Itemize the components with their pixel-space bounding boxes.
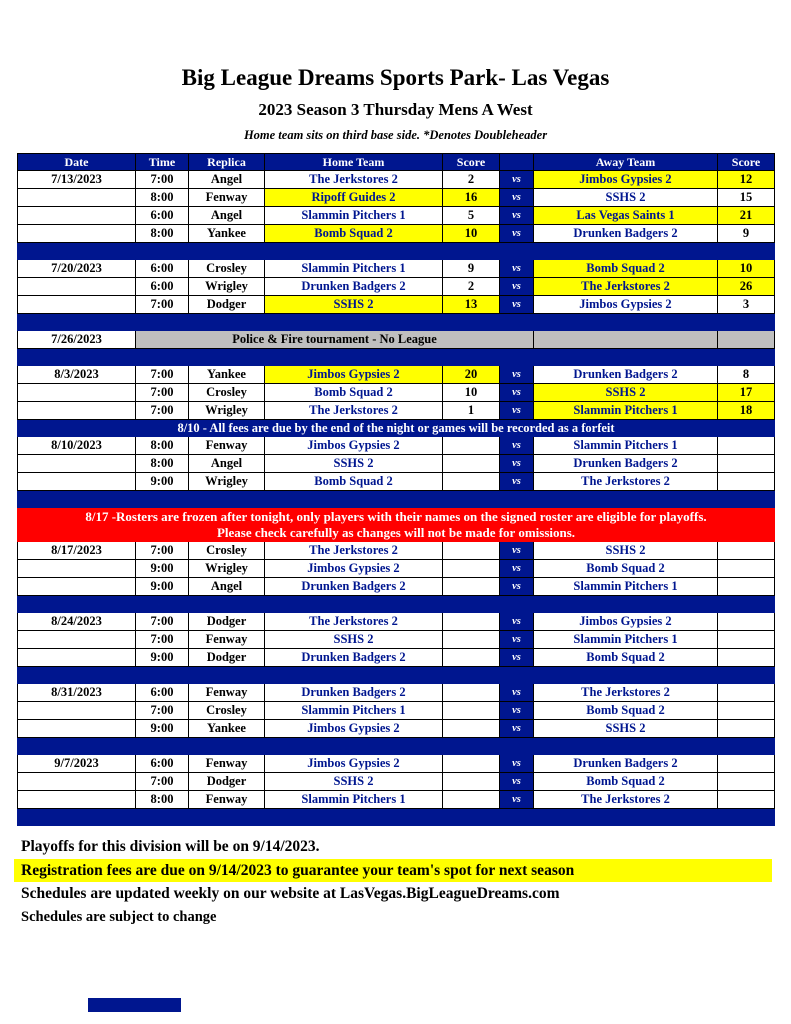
vs-cell: vs — [500, 755, 534, 773]
game-row — [18, 296, 775, 314]
away-team-cell: Slammin Pitchers 1 — [534, 402, 718, 420]
away-team-cell: SSHS 2 — [534, 384, 718, 402]
time-cell: 7:00 — [136, 384, 189, 402]
away-team-cell: Bomb Squad 2 — [534, 702, 718, 720]
vs-cell: vs — [500, 649, 534, 667]
vs-cell: vs — [500, 791, 534, 809]
vs-cell: vs — [500, 702, 534, 720]
home-team-cell: Drunken Badgers 2 — [265, 649, 443, 667]
date-cell: 7/26/2023 — [18, 331, 136, 349]
replica-cell: Dodger — [189, 613, 265, 631]
separator-bar — [18, 596, 775, 613]
home-team-cell: Slammin Pitchers 1 — [265, 207, 443, 225]
away-score-cell: 17 — [718, 384, 775, 402]
date-cell: 8/24/2023 — [18, 613, 136, 631]
date-cell — [18, 207, 136, 225]
footer-playoffs-line: Playoffs for this division will be on 9/14/2023. — [21, 838, 320, 855]
vs-cell: vs — [500, 542, 534, 560]
away-score-cell: 3 — [718, 296, 775, 314]
date-cell — [18, 631, 136, 649]
replica-cell: Fenway — [189, 437, 265, 455]
replica-cell: Crosley — [189, 702, 265, 720]
game-row — [18, 578, 775, 596]
game-row — [18, 702, 775, 720]
separator-row — [18, 809, 775, 826]
vs-cell: vs — [500, 455, 534, 473]
home-team-cell: Jimbos Gypsies 2 — [265, 366, 443, 384]
roster-freeze-notice-line: 8/17 -Rosters are frozen after tonight, only players with their names on the signed roster are eligible for playoffs. — [85, 508, 707, 524]
home-team-cell: Slammin Pitchers 1 — [265, 260, 443, 278]
away-score-cell: 18 — [718, 402, 775, 420]
tournament-empty-cell — [534, 331, 718, 349]
away-score-cell — [718, 560, 775, 578]
replica-cell: Fenway — [189, 189, 265, 207]
vs-cell: vs — [500, 720, 534, 738]
separator-bar — [18, 809, 775, 826]
away-score-cell — [718, 542, 775, 560]
replica-cell: Yankee — [189, 225, 265, 243]
vs-cell: vs — [500, 684, 534, 702]
game-row — [18, 773, 775, 791]
home-team-cell: Drunken Badgers 2 — [265, 684, 443, 702]
separator-row — [18, 596, 775, 613]
home-score-cell: 5 — [443, 207, 500, 225]
time-cell: 9:00 — [136, 649, 189, 667]
schedule-table — [17, 153, 775, 826]
away-score-cell — [718, 720, 775, 738]
game-row — [18, 225, 775, 243]
home-score-cell — [443, 578, 500, 596]
replica-cell: Fenway — [189, 755, 265, 773]
home-score-cell — [443, 437, 500, 455]
replica-cell: Fenway — [189, 791, 265, 809]
replica-cell: Angel — [189, 578, 265, 596]
replica-cell: Angel — [189, 455, 265, 473]
date-cell: 8/31/2023 — [18, 684, 136, 702]
replica-cell: Crosley — [189, 542, 265, 560]
vs-cell: vs — [500, 631, 534, 649]
replica-cell: Angel — [189, 207, 265, 225]
replica-cell: Fenway — [189, 631, 265, 649]
time-cell: 7:00 — [136, 773, 189, 791]
time-cell: 6:00 — [136, 278, 189, 296]
vs-cell: vs — [500, 296, 534, 314]
away-score-cell — [718, 455, 775, 473]
home-score-cell — [443, 631, 500, 649]
away-team-cell: Bomb Squad 2 — [534, 560, 718, 578]
replica-cell: Angel — [189, 171, 265, 189]
away-team-cell: Jimbos Gypsies 2 — [534, 613, 718, 631]
date-cell — [18, 225, 136, 243]
game-row — [18, 189, 775, 207]
replica-cell: Wrigley — [189, 560, 265, 578]
replica-cell: Dodger — [189, 773, 265, 791]
home-team-cell: Drunken Badgers 2 — [265, 278, 443, 296]
home-score-cell — [443, 455, 500, 473]
separator-bar — [18, 349, 775, 366]
away-team-cell: SSHS 2 — [534, 542, 718, 560]
vs-cell: vs — [500, 278, 534, 296]
separator-row — [18, 349, 775, 366]
roster-freeze-notice-line: Please check carefully as changes will not be made for omissions. — [216, 524, 576, 540]
home-team-cell: Jimbos Gypsies 2 — [265, 437, 443, 455]
home-team-cell: The Jerkstores 2 — [265, 171, 443, 189]
away-score-cell: 8 — [718, 366, 775, 384]
replica-cell: Wrigley — [189, 473, 265, 491]
date-cell — [18, 560, 136, 578]
time-cell: 6:00 — [136, 260, 189, 278]
game-row — [18, 473, 775, 491]
home-team-cell: Jimbos Gypsies 2 — [265, 720, 443, 738]
home-team-cell: SSHS 2 — [265, 773, 443, 791]
game-row — [18, 684, 775, 702]
game-row — [18, 560, 775, 578]
roster-freeze-notice — [18, 508, 775, 542]
tournament-empty-cell — [718, 331, 775, 349]
home-team-cell: The Jerkstores 2 — [265, 613, 443, 631]
game-row — [18, 755, 775, 773]
away-team-cell: Bomb Squad 2 — [534, 649, 718, 667]
date-cell — [18, 296, 136, 314]
game-row — [18, 366, 775, 384]
away-score-cell — [718, 649, 775, 667]
home-team-cell: Ripoff Guides 2 — [265, 189, 443, 207]
separator-row — [18, 314, 775, 331]
vs-cell: vs — [500, 384, 534, 402]
away-team-cell: The Jerkstores 2 — [534, 278, 718, 296]
away-score-cell — [718, 702, 775, 720]
game-row — [18, 542, 775, 560]
separator-bar — [18, 491, 775, 508]
replica-cell: Crosley — [189, 260, 265, 278]
time-cell: 7:00 — [136, 542, 189, 560]
away-score-cell: 9 — [718, 225, 775, 243]
bottom-blue-bar — [88, 998, 181, 1012]
game-row — [18, 207, 775, 225]
date-cell — [18, 278, 136, 296]
date-cell — [18, 720, 136, 738]
away-score-cell — [718, 578, 775, 596]
col-header-away-score: Score — [718, 154, 775, 171]
away-team-cell: SSHS 2 — [534, 720, 718, 738]
time-cell: 7:00 — [136, 402, 189, 420]
away-team-cell: Drunken Badgers 2 — [534, 755, 718, 773]
tournament-text-cell: Police & Fire tournament - No League — [136, 331, 534, 349]
footer-website-line: Schedules are updated weekly on our website at LasVegas.BigLeagueDreams.com — [21, 885, 560, 902]
away-team-cell: Drunken Badgers 2 — [534, 225, 718, 243]
vs-cell: vs — [500, 366, 534, 384]
home-score-cell: 1 — [443, 402, 500, 420]
col-header-date: Date — [18, 154, 136, 171]
home-team-cell: Jimbos Gypsies 2 — [265, 560, 443, 578]
vs-cell: vs — [500, 578, 534, 596]
away-score-cell — [718, 773, 775, 791]
game-row — [18, 384, 775, 402]
home-team-cell: SSHS 2 — [265, 455, 443, 473]
home-score-cell: 13 — [443, 296, 500, 314]
away-score-cell: 10 — [718, 260, 775, 278]
game-row — [18, 278, 775, 296]
vs-cell: vs — [500, 560, 534, 578]
home-team-cell: Bomb Squad 2 — [265, 225, 443, 243]
game-row — [18, 402, 775, 420]
replica-cell: Dodger — [189, 296, 265, 314]
date-cell — [18, 473, 136, 491]
date-cell — [18, 773, 136, 791]
separator-bar — [18, 738, 775, 755]
date-cell: 8/3/2023 — [18, 366, 136, 384]
replica-cell: Dodger — [189, 649, 265, 667]
col-header-vs — [500, 154, 534, 171]
away-team-cell: Slammin Pitchers 1 — [534, 631, 718, 649]
separator-bar — [18, 243, 775, 260]
date-cell — [18, 649, 136, 667]
time-cell: 9:00 — [136, 473, 189, 491]
time-cell: 7:00 — [136, 613, 189, 631]
home-team-cell: Slammin Pitchers 1 — [265, 791, 443, 809]
home-score-cell — [443, 560, 500, 578]
home-team-cell: The Jerkstores 2 — [265, 402, 443, 420]
date-cell: 9/7/2023 — [18, 755, 136, 773]
home-team-cell: Drunken Badgers 2 — [265, 578, 443, 596]
home-score-cell — [443, 720, 500, 738]
season-subtitle: 2023 Season 3 Thursday Mens A West — [258, 100, 533, 119]
page-title: Big League Dreams Sports Park- Las Vegas — [181, 65, 610, 90]
date-cell: 8/17/2023 — [18, 542, 136, 560]
away-score-cell — [718, 684, 775, 702]
vs-cell: vs — [500, 473, 534, 491]
separator-bar — [18, 667, 775, 684]
home-score-cell — [443, 773, 500, 791]
home-score-cell: 2 — [443, 171, 500, 189]
game-row — [18, 791, 775, 809]
vs-cell: vs — [500, 613, 534, 631]
away-score-cell — [718, 791, 775, 809]
vs-cell: vs — [500, 225, 534, 243]
date-cell — [18, 578, 136, 596]
replica-cell: Wrigley — [189, 278, 265, 296]
away-team-cell: Slammin Pitchers 1 — [534, 578, 718, 596]
date-cell — [18, 189, 136, 207]
away-team-cell: The Jerkstores 2 — [534, 684, 718, 702]
time-cell: 8:00 — [136, 437, 189, 455]
away-team-cell: Drunken Badgers 2 — [534, 366, 718, 384]
time-cell: 8:00 — [136, 189, 189, 207]
notice-blue-row — [18, 420, 775, 437]
col-header-home-team: Home Team — [265, 154, 443, 171]
home-score-cell — [443, 702, 500, 720]
vs-cell: vs — [500, 171, 534, 189]
home-score-cell: 9 — [443, 260, 500, 278]
time-cell: 9:00 — [136, 578, 189, 596]
vs-cell: vs — [500, 437, 534, 455]
separator-row — [18, 491, 775, 508]
replica-cell: Crosley — [189, 384, 265, 402]
away-team-cell: Jimbos Gypsies 2 — [534, 296, 718, 314]
away-score-cell: 21 — [718, 207, 775, 225]
time-cell: 7:00 — [136, 296, 189, 314]
home-score-cell: 10 — [443, 225, 500, 243]
away-score-cell — [718, 755, 775, 773]
away-score-cell — [718, 473, 775, 491]
col-header-replica: Replica — [189, 154, 265, 171]
game-row — [18, 437, 775, 455]
replica-cell: Yankee — [189, 366, 265, 384]
col-header-time: Time — [136, 154, 189, 171]
home-team-cell: The Jerkstores 2 — [265, 542, 443, 560]
away-team-cell: SSHS 2 — [534, 189, 718, 207]
replica-cell: Fenway — [189, 684, 265, 702]
time-cell: 9:00 — [136, 720, 189, 738]
home-team-cell: Bomb Squad 2 — [265, 473, 443, 491]
home-score-cell: 16 — [443, 189, 500, 207]
time-cell: 6:00 — [136, 684, 189, 702]
vs-cell: vs — [500, 402, 534, 420]
fees-notice-text: 8/10 - All fees are due by the end of the night or games will be recorded as a forfeit — [18, 420, 775, 437]
home-score-cell: 10 — [443, 384, 500, 402]
home-team-cell: SSHS 2 — [265, 296, 443, 314]
game-row — [18, 631, 775, 649]
time-cell: 7:00 — [136, 702, 189, 720]
separator-row — [18, 738, 775, 755]
away-score-cell — [718, 613, 775, 631]
away-team-cell: Las Vegas Saints 1 — [534, 207, 718, 225]
away-team-cell: Jimbos Gypsies 2 — [534, 171, 718, 189]
home-team-cell: Bomb Squad 2 — [265, 384, 443, 402]
time-cell: 7:00 — [136, 171, 189, 189]
time-cell: 6:00 — [136, 755, 189, 773]
col-header-home-score: Score — [443, 154, 500, 171]
away-team-cell: Bomb Squad 2 — [534, 260, 718, 278]
home-team-cell: Jimbos Gypsies 2 — [265, 755, 443, 773]
home-score-cell — [443, 649, 500, 667]
vs-cell: vs — [500, 207, 534, 225]
home-team-cell: Slammin Pitchers 1 — [265, 702, 443, 720]
home-score-cell — [443, 613, 500, 631]
away-team-cell: Slammin Pitchers 1 — [534, 437, 718, 455]
away-score-cell — [718, 631, 775, 649]
date-cell — [18, 455, 136, 473]
date-cell: 7/20/2023 — [18, 260, 136, 278]
tournament-row — [18, 331, 775, 349]
away-team-cell: The Jerkstores 2 — [534, 791, 718, 809]
game-row — [18, 455, 775, 473]
home-score-cell — [443, 791, 500, 809]
footer — [14, 835, 772, 929]
away-team-cell: Drunken Badgers 2 — [534, 455, 718, 473]
notice-red-row — [18, 508, 775, 542]
replica-cell: Wrigley — [189, 402, 265, 420]
game-row — [18, 720, 775, 738]
home-score-cell: 2 — [443, 278, 500, 296]
time-cell: 8:00 — [136, 225, 189, 243]
game-row — [18, 260, 775, 278]
separator-bar — [18, 314, 775, 331]
time-cell: 7:00 — [136, 631, 189, 649]
date-cell: 8/10/2023 — [18, 437, 136, 455]
footer-subject-to-change-line: Schedules are subject to change — [21, 908, 217, 925]
away-score-cell: 26 — [718, 278, 775, 296]
home-score-cell: 20 — [443, 366, 500, 384]
game-row — [18, 649, 775, 667]
away-score-cell: 15 — [718, 189, 775, 207]
home-score-cell — [443, 684, 500, 702]
vs-cell: vs — [500, 260, 534, 278]
away-team-cell: The Jerkstores 2 — [534, 473, 718, 491]
home-team-note: Home team sits on third base side. *Denotes Doubleheader — [243, 128, 548, 142]
date-cell — [18, 402, 136, 420]
game-row — [18, 613, 775, 631]
table-header-row — [18, 154, 775, 171]
home-score-cell — [443, 542, 500, 560]
time-cell: 6:00 — [136, 207, 189, 225]
away-team-cell: Bomb Squad 2 — [534, 773, 718, 791]
home-team-cell: SSHS 2 — [265, 631, 443, 649]
game-row — [18, 171, 775, 189]
home-score-cell — [443, 755, 500, 773]
time-cell: 7:00 — [136, 366, 189, 384]
date-cell — [18, 384, 136, 402]
replica-cell: Yankee — [189, 720, 265, 738]
time-cell: 8:00 — [136, 455, 189, 473]
separator-row — [18, 243, 775, 260]
col-header-away-team: Away Team — [534, 154, 718, 171]
vs-cell: vs — [500, 189, 534, 207]
date-cell — [18, 702, 136, 720]
time-cell: 9:00 — [136, 560, 189, 578]
time-cell: 8:00 — [136, 791, 189, 809]
home-score-cell — [443, 473, 500, 491]
date-cell — [18, 791, 136, 809]
date-cell: 7/13/2023 — [18, 171, 136, 189]
footer-registration-line: Registration fees are due on 9/14/2023 to guarantee your team's spot for next season — [14, 859, 772, 883]
vs-cell: vs — [500, 773, 534, 791]
away-score-cell: 12 — [718, 171, 775, 189]
away-score-cell — [718, 437, 775, 455]
separator-row — [18, 667, 775, 684]
